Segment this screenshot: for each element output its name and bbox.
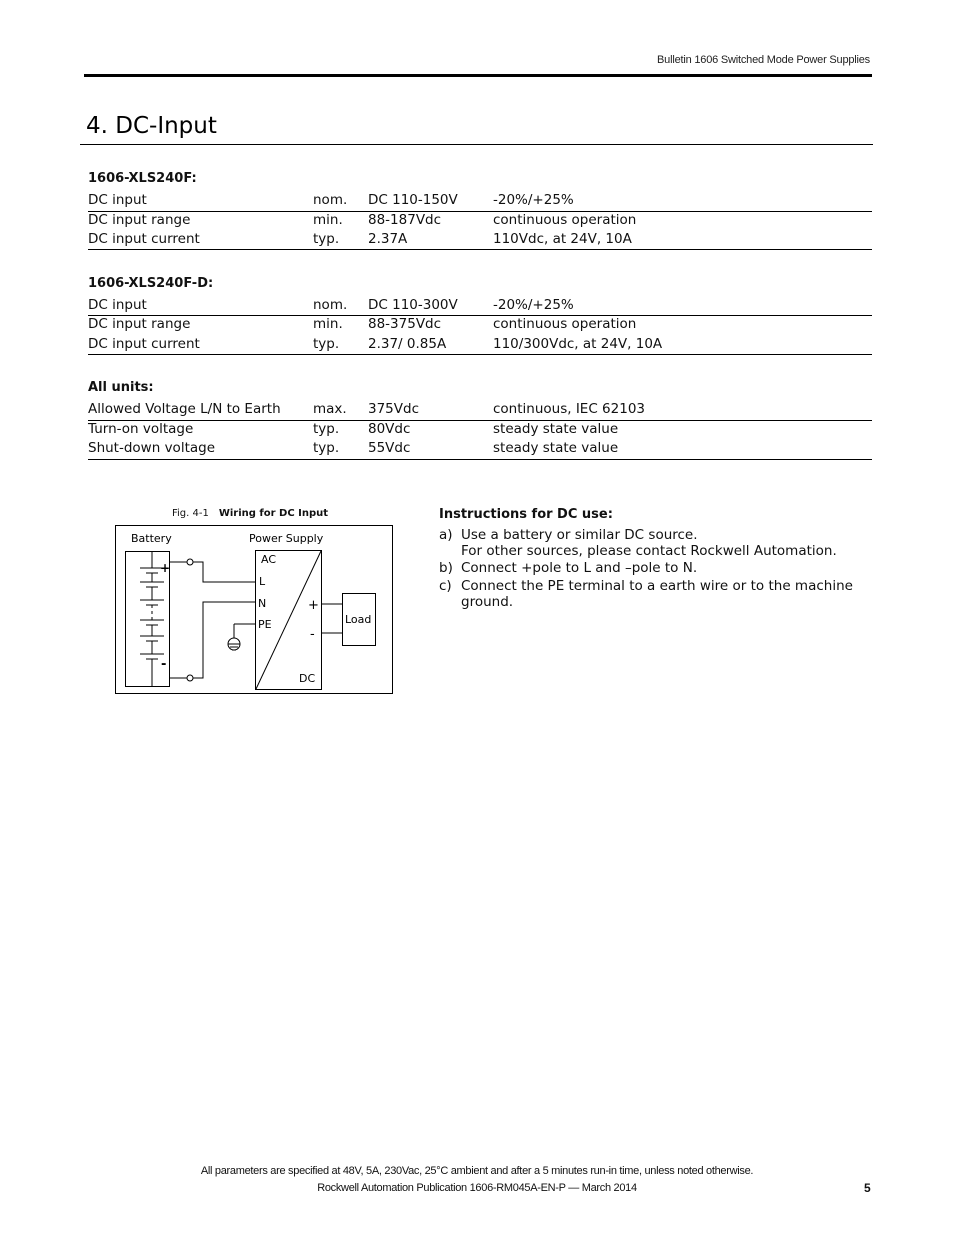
figure-number: Fig. 4-1 <box>172 508 209 519</box>
diagram-frame <box>116 526 393 694</box>
wiring-diagram <box>110 520 400 700</box>
spec-value: 375Vdc <box>368 401 419 417</box>
spec-note: steady state value <box>493 440 619 456</box>
spec-qualifier: max. <box>313 401 347 417</box>
spec-note: -20%/+25% <box>493 192 574 208</box>
spec-qualifier: typ. <box>313 231 340 247</box>
group-bottom-rule <box>88 459 872 460</box>
spec-parameter: DC input current <box>88 231 200 247</box>
spec-row <box>88 297 872 317</box>
figure-title: Wiring for DC Input <box>218 508 329 519</box>
spec-note: -20%/+25% <box>493 297 574 313</box>
spec-parameter: Turn-on voltage <box>88 421 194 437</box>
ac-label: AC <box>261 553 277 566</box>
spec-value: 80Vdc <box>368 421 411 437</box>
wire-plus-to-l <box>193 562 256 582</box>
spec-value: 55Vdc <box>368 440 411 456</box>
spec-value: DC 110-300V <box>368 297 458 313</box>
spec-note: steady state value <box>493 421 619 437</box>
spec-value: 88-375Vdc <box>368 316 442 332</box>
figure-caption <box>172 508 328 519</box>
instruction-line: For other sources, please contact Rockwell Automation. <box>461 543 837 559</box>
spec-qualifier: min. <box>313 212 343 228</box>
section-title: 4. DC-Input <box>86 113 217 139</box>
spec-parameter: Shut-down voltage <box>88 440 216 456</box>
spec-row <box>88 401 872 421</box>
spec-value: 88-187Vdc <box>368 212 442 228</box>
instruction-item <box>439 527 859 561</box>
spec-qualifier: typ. <box>313 336 340 352</box>
instruction-label: a) <box>439 527 453 543</box>
instruction-line: Use a battery or similar DC source. <box>461 527 698 543</box>
output-plus-sign: + <box>308 598 319 613</box>
spec-note: 110Vdc, at 24V, 10A <box>493 231 632 247</box>
section-rule <box>80 144 873 145</box>
spec-note: continuous operation <box>493 316 637 332</box>
battery-plus-terminal <box>187 559 193 565</box>
spec-qualifier: nom. <box>313 192 348 208</box>
battery-minus-terminal <box>187 675 193 681</box>
instruction-text: Connect +pole to L and –pole to N. <box>461 560 698 576</box>
battery-label: Battery <box>131 532 172 545</box>
power-supply-label: Power Supply <box>249 532 324 545</box>
terminal-l-label: L <box>259 575 266 588</box>
instruction-label: b) <box>439 560 453 576</box>
terminal-pe-label: PE <box>258 618 272 631</box>
spec-note: 110/300Vdc, at 24V, 10A <box>493 336 663 352</box>
spec-value: DC 110-150V <box>368 192 458 208</box>
spec-parameter: DC input current <box>88 336 200 352</box>
instruction-text <box>461 527 861 559</box>
spec-qualifier: typ. <box>313 440 340 456</box>
battery-plus-sign: + <box>160 561 171 575</box>
spec-row <box>88 421 872 441</box>
spec-parameter: Allowed Voltage L/N to Earth <box>88 401 281 417</box>
spec-parameter: DC input range <box>88 212 191 228</box>
spec-parameter: DC input <box>88 192 147 208</box>
spec-row <box>88 192 872 212</box>
instruction-item <box>439 578 859 612</box>
spec-qualifier: typ. <box>313 421 340 437</box>
page-number: 5 <box>864 1181 871 1195</box>
output-minus-sign: - <box>310 627 315 642</box>
spec-note: continuous operation <box>493 212 637 228</box>
spec-row <box>88 231 872 251</box>
spec-value: 2.37A <box>368 231 408 247</box>
dc-label: DC <box>299 672 316 685</box>
spec-qualifier: nom. <box>313 297 348 313</box>
instruction-item <box>439 560 859 578</box>
footer-publication: Rockwell Automation Publication 1606-RM045A-EN-P — March 2014 <box>317 1182 637 1194</box>
wire-minus-to-n <box>193 602 256 678</box>
group-bottom-rule <box>88 249 872 250</box>
spec-row <box>88 316 872 336</box>
spec-value: 2.37/ 0.85A <box>368 336 447 352</box>
instruction-label: c) <box>439 578 452 594</box>
instruction-text: Connect the PE terminal to a earth wire or to the machine ground. <box>461 578 853 610</box>
group-title-xls240f-d: 1606-XLS240F-D: <box>88 276 214 291</box>
spec-qualifier: min. <box>313 316 343 332</box>
running-header: Bulletin 1606 Switched Mode Power Supplies <box>657 54 870 66</box>
load-label: Load <box>345 613 372 626</box>
footer-note: All parameters are specified at 48V, 5A, 230Vac, 25°C ambient and after a 5 minutes run-in time, unless noted otherwise. <box>200 1165 754 1177</box>
spec-row <box>88 440 872 460</box>
group-title-xls240f: 1606-XLS240F: <box>88 171 197 186</box>
header-rule <box>84 74 872 77</box>
spec-parameter: DC input <box>88 297 147 313</box>
spec-note: continuous, IEC 62103 <box>493 401 646 417</box>
group-title-all-units: All units: <box>88 380 154 395</box>
spec-row <box>88 336 872 356</box>
spec-row <box>88 212 872 232</box>
group-bottom-rule <box>88 354 872 355</box>
terminal-n-label: N <box>258 597 267 610</box>
spec-parameter: DC input range <box>88 316 191 332</box>
battery-minus-sign: - <box>161 657 167 672</box>
instructions-title: Instructions for DC use: <box>439 507 613 522</box>
earth-ground-icon <box>228 638 240 650</box>
